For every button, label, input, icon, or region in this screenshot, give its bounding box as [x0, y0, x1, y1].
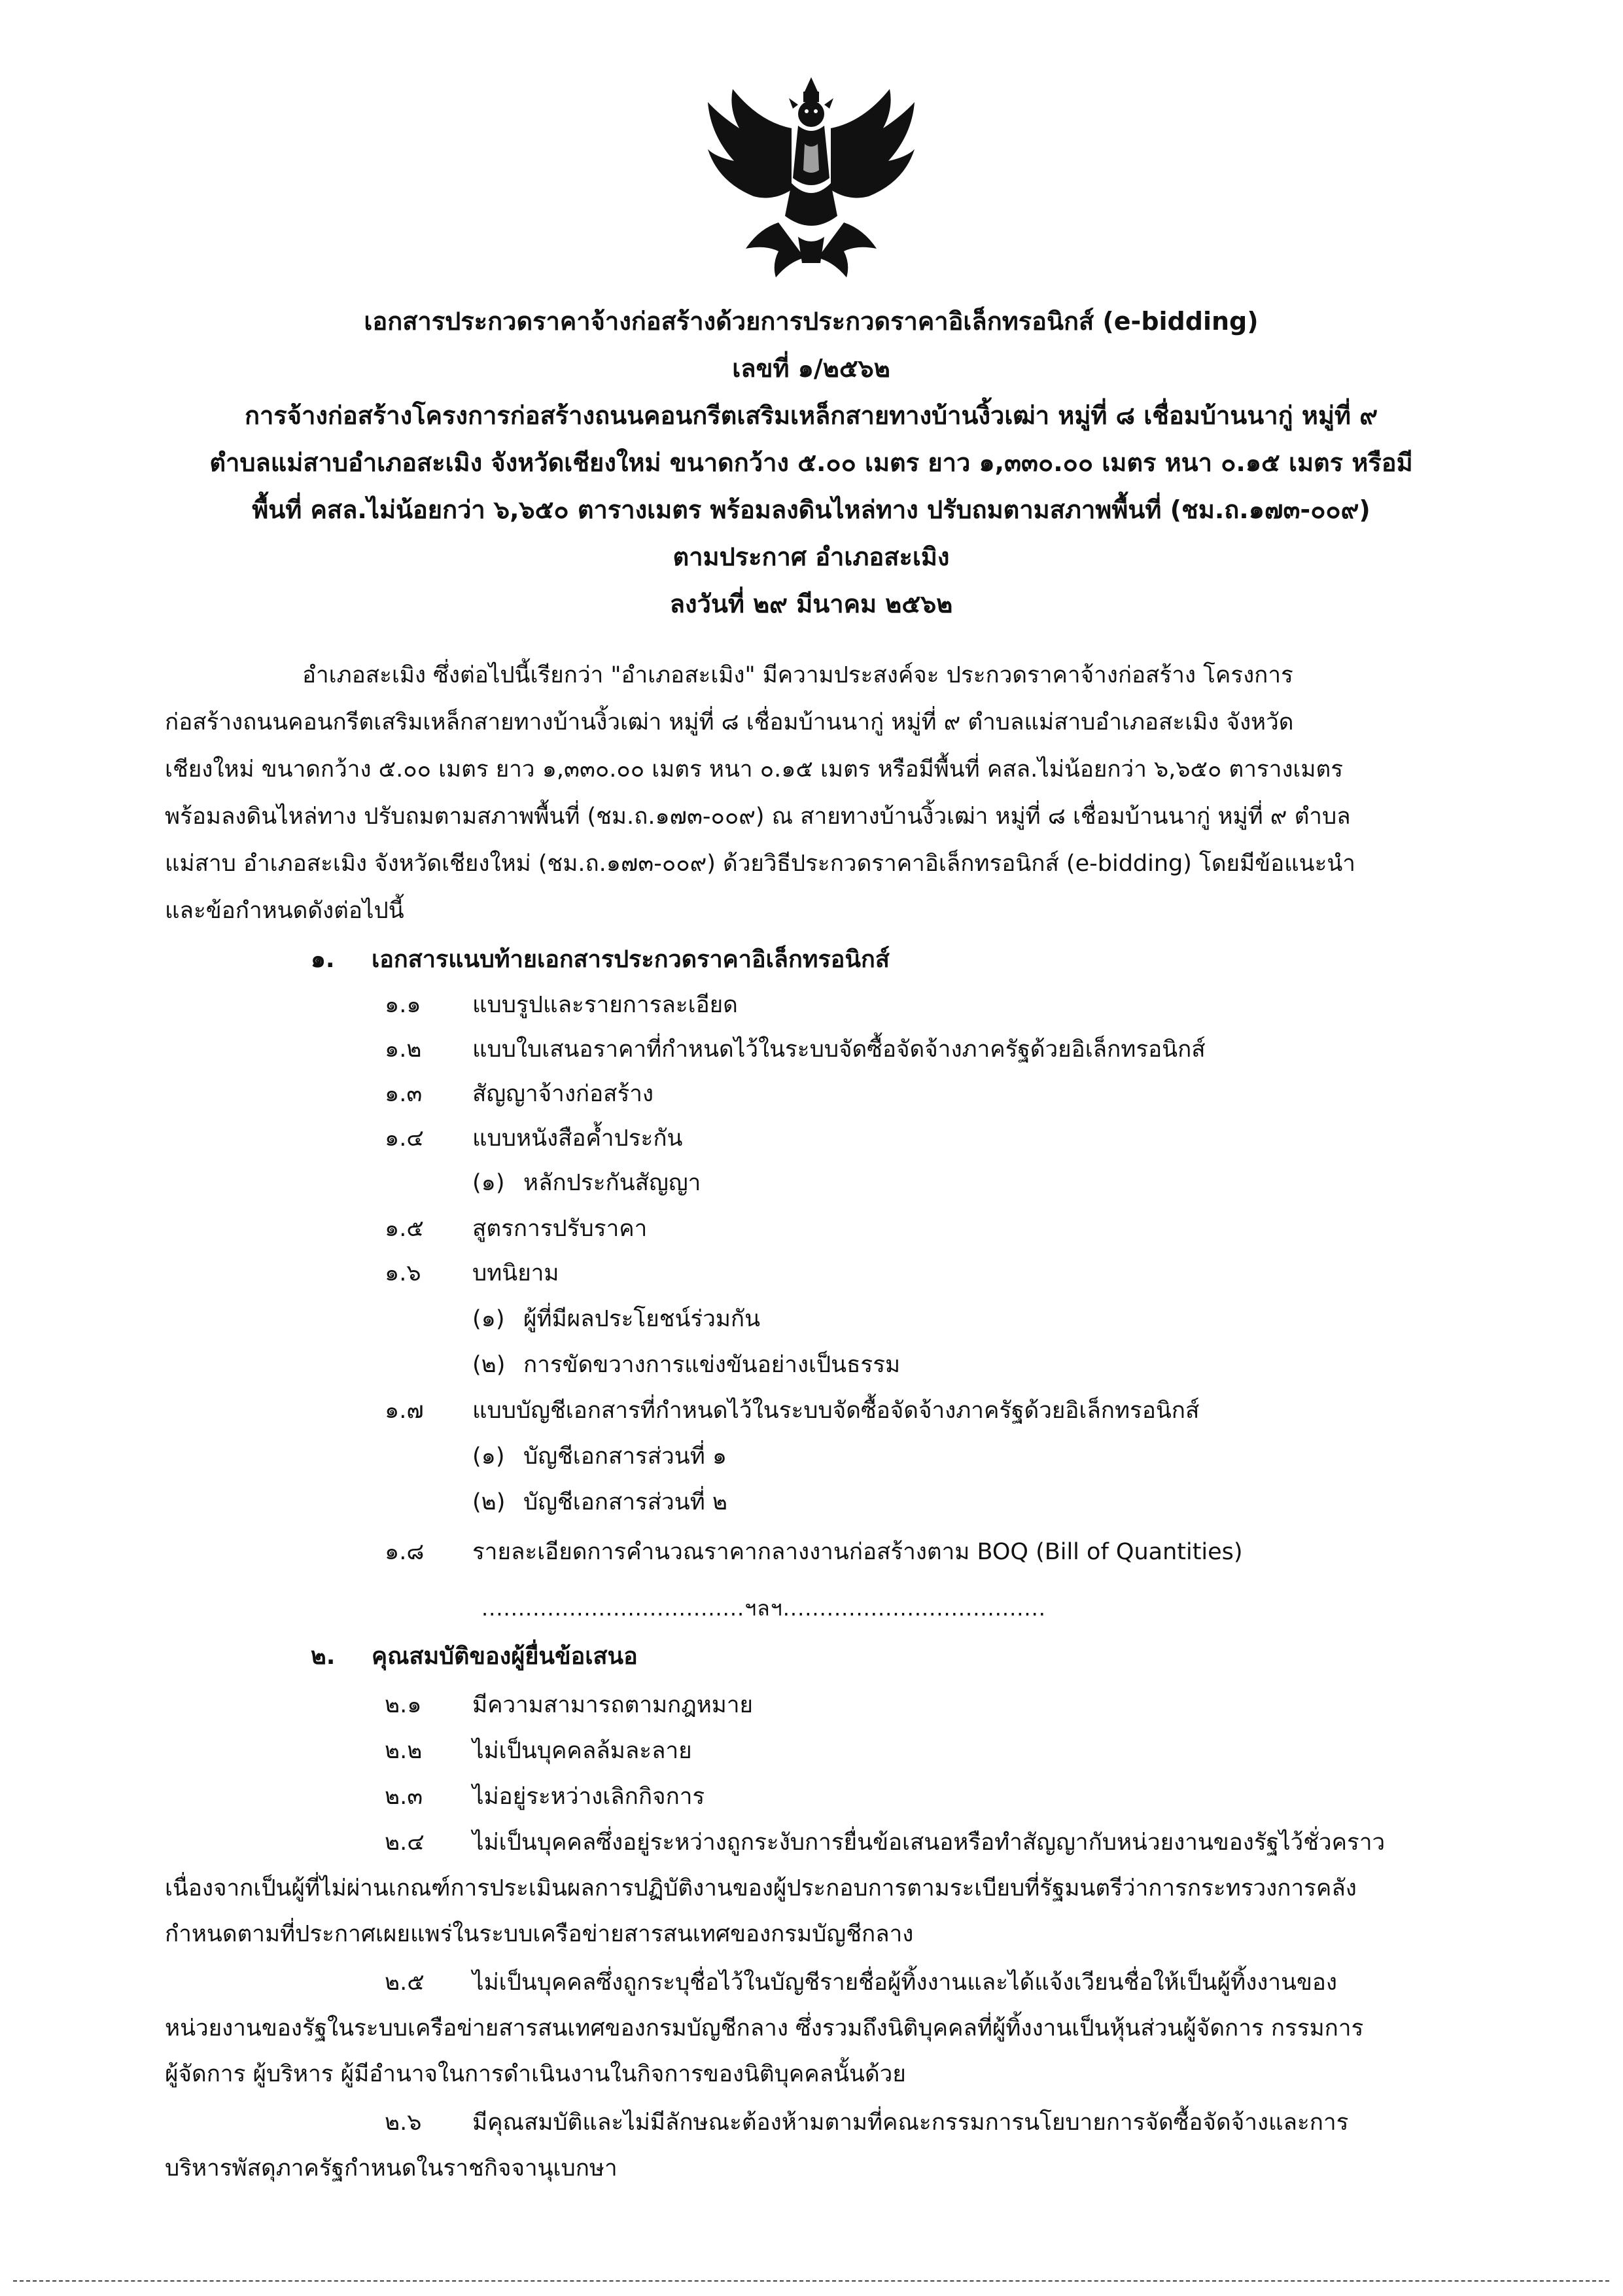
item-number: ๑.๑: [385, 992, 421, 1018]
item-number: ๑.๒: [385, 1036, 422, 1063]
page-bottom-rule: [13, 2280, 1609, 2282]
subitem-text: หลักประกันสัญญา: [523, 1170, 701, 1196]
intro-line: ก่อสร้างถนนคอนกรีตเสริมเหล็กสายทางบ้านงิ้วเฒ่า หมู่ที่ ๘ เชื่อมบ้านนากู่ หมู่ที่ ๙ ตำบลแม่สาบอำเภอสะเมิง จังหวัด: [165, 709, 1294, 735]
subitem-number: (๑): [472, 1306, 505, 1332]
item-number: ๑.๗: [385, 1398, 424, 1424]
intro-line: และข้อกำหนดดังต่อไปนี้: [165, 898, 404, 924]
item-number: ๑.๘: [385, 1539, 425, 1565]
subitem-text: บัญชีเอกสารส่วนที่ ๑: [523, 1443, 727, 1470]
section-2-number: ๒.: [311, 1643, 336, 1670]
item-continuation: ผู้จัดการ ผู้บริหาร ผู้มีอำนาจในการดำเนินงานในกิจการของนิติบุคคลนั้นด้วย: [165, 2061, 906, 2087]
item-number: ๑.๕: [385, 1216, 424, 1242]
item-number: ๑.๓: [385, 1081, 423, 1107]
item-text: สูตรการปรับราคา: [472, 1216, 648, 1242]
item-text: ไม่อยู่ระหว่างเลิกกิจการ: [472, 1784, 705, 1810]
project-title-line: ตำบลแม่สาบอำเภอสะเมิง จังหวัดเชียงใหม่ ขนาดกว้าง ๕.๐๐ เมตร ยาว ๑,๓๓๐.๐๐ เมตร หนา ๐.๑๕ เมตร หรือมี: [209, 448, 1413, 477]
item-text: ไม่เป็นบุคคลซึ่งอยู่ระหว่างถูกระงับการยื่นข้อเสนอหรือทำสัญญากับหน่วยงานของรัฐไว้ชั่วคราว: [472, 1829, 1386, 1856]
intro-line: อำเภอสะเมิง ซึ่งต่อไปนี้เรียกว่า "อำเภอสะเมิง" มีความประสงค์จะ ประกวดราคาจ้างก่อสร้าง โครงการ: [302, 662, 1293, 688]
item-text: แบบใบเสนอราคาที่กำหนดไว้ในระบบจัดซื้อจัดจ้างภาครัฐด้วยอิเล็กทรอนิกส์: [472, 1036, 1206, 1063]
section-2-title: คุณสมบัติของผู้ยื่นข้อเสนอ: [372, 1643, 638, 1670]
item-continuation: หน่วยงานของรัฐในระบบเครือข่ายสารสนเทศของกรมบัญชีกลาง ซึ่งรวมถึงนิติบุคคลที่ผู้ทิ้งงานเป็นหุ้นส่วนผู้จัดการ กรรมการ: [165, 2015, 1364, 2041]
subitem-number: (๒): [472, 1489, 506, 1515]
item-text: ไม่เป็นบุคคลล้มละลาย: [472, 1738, 692, 1764]
document-number: เลขที่ ๑/๒๕๖๒: [732, 354, 890, 383]
item-text: แบบบัญชีเอกสารที่กำหนดไว้ในระบบจัดซื้อจัดจ้างภาครัฐด้วยอิเล็กทรอนิกส์: [472, 1398, 1200, 1424]
item-text: บทนิยาม: [472, 1260, 559, 1286]
intro-line: เชียงใหม่ ขนาดกว้าง ๕.๐๐ เมตร ยาว ๑,๓๓๐.๐๐ เมตร หนา ๐.๑๕ เมตร หรือมีพื้นที่ คสล.ไม่น้อยกว่า ๖,๖๕๐ ตารางเมตร: [165, 756, 1343, 783]
ellipsis-line: ....................................ฯลฯ....................................: [481, 1596, 1046, 1621]
item-text: รายละเอียดการคำนวณราคากลางงานก่อสร้างตาม BOQ (Bill of Quantities): [472, 1539, 1243, 1565]
announcement-date: ลงวันที่ ๒๙ มีนาคม ๒๕๖๒: [669, 590, 953, 618]
item-number: ๒.๑: [385, 1692, 422, 1718]
section-1-title: เอกสารแนบท้ายเอกสารประกวดราคาอิเล็กทรอนิกส์: [372, 946, 890, 973]
item-text: แบบหนังสือค้ำประกัน: [472, 1125, 683, 1152]
document-title: เอกสารประกวดราคาจ้างก่อสร้างด้วยการประกวดราคาอิเล็กทรอนิกส์ (e-bidding): [364, 307, 1259, 336]
garuda-emblem: [700, 65, 922, 288]
item-number: ๑.๖: [385, 1260, 421, 1286]
item-number: ๒.๕: [385, 1969, 425, 1996]
item-continuation: เนื่องจากเป็นผู้ที่ไม่ผ่านเกณฑ์การประเมินผลการปฏิบัติงานของผู้ประกอบการตามระเบียบที่รัฐมนตรีว่าการกระทรวงการคลัง: [165, 1875, 1357, 1901]
intro-line: แม่สาบ อำเภอสะเมิง จังหวัดเชียงใหม่ (ชม.ถ.๑๗๓-๐๐๙) ด้วยวิธีประกวดราคาอิเล็กทรอนิกส์ (e-bidding) โดยมีข้อแนะนำ: [165, 851, 1355, 877]
item-text: มีความสามารถตามกฎหมาย: [472, 1692, 754, 1718]
item-text: มีคุณสมบัติและไม่มีลักษณะต้องห้ามตามที่คณะกรรมการนโยบายการจัดซื้อจัดจ้างและการ: [472, 2110, 1349, 2136]
item-number: ๒.๖: [385, 2110, 422, 2136]
item-continuation: บริหารพัสดุภาครัฐกำหนดในราชกิจจานุเบกษา: [165, 2155, 618, 2181]
item-text: ไม่เป็นบุคคลซึ่งถูกระบุชื่อไว้ในบัญชีรายชื่อผู้ทิ้งงานและได้แจ้งเวียนชื่อให้เป็นผู้ทิ้งงานของ: [472, 1969, 1337, 1996]
subitem-text: บัญชีเอกสารส่วนที่ ๒: [523, 1489, 727, 1515]
announcement-reference: ตามประกาศ อำเภอสะเมิง: [672, 542, 950, 571]
item-number: ๒.๓: [385, 1784, 423, 1810]
intro-line: พร้อมลงดินไหล่ทาง ปรับถมตามสภาพพื้นที่ (ชม.ถ.๑๗๓-๐๐๙) ณ สายทางบ้านงิ้วเฒ่า หมู่ที่ ๘ เชื่อมบ้านนากู่ หมู่ที่ ๙ ตำบล: [165, 804, 1351, 830]
section-1-number: ๑.: [311, 946, 335, 973]
subitem-number: (๒): [472, 1352, 506, 1378]
item-number: ๑.๔: [385, 1125, 424, 1152]
item-continuation: กำหนดตามที่ประกาศเผยแพร่ในระบบเครือข่ายสารสนเทศของกรมบัญชีกลาง: [165, 1921, 914, 1947]
project-title-line: การจ้างก่อสร้างโครงการก่อสร้างถนนคอนกรีตเสริมเหล็กสายทางบ้านงิ้วเฒ่า หมู่ที่ ๘ เชื่อมบ้านนากู่ หมู่ที่ ๙: [244, 401, 1378, 430]
item-number: ๒.๒: [385, 1738, 423, 1764]
project-title-line: พื้นที่ คสล.ไม่น้อยกว่า ๖,๖๕๐ ตารางเมตร พร้อมลงดินไหล่ทาง ปรับถมตามสภาพพื้นที่ (ชม.ถ.๑๗๓-๐๐๙): [252, 495, 1370, 524]
item-text: แบบรูปและรายการละเอียด: [472, 992, 738, 1018]
subitem-text: การขัดขวางการแข่งขันอย่างเป็นธรรม: [523, 1352, 901, 1378]
item-number: ๒.๔: [385, 1829, 425, 1856]
subitem-number: (๑): [472, 1443, 505, 1470]
subitem-text: ผู้ที่มีผลประโยชน์ร่วมกัน: [523, 1306, 761, 1332]
subitem-number: (๑): [472, 1170, 505, 1196]
item-text: สัญญาจ้างก่อสร้าง: [472, 1081, 654, 1107]
